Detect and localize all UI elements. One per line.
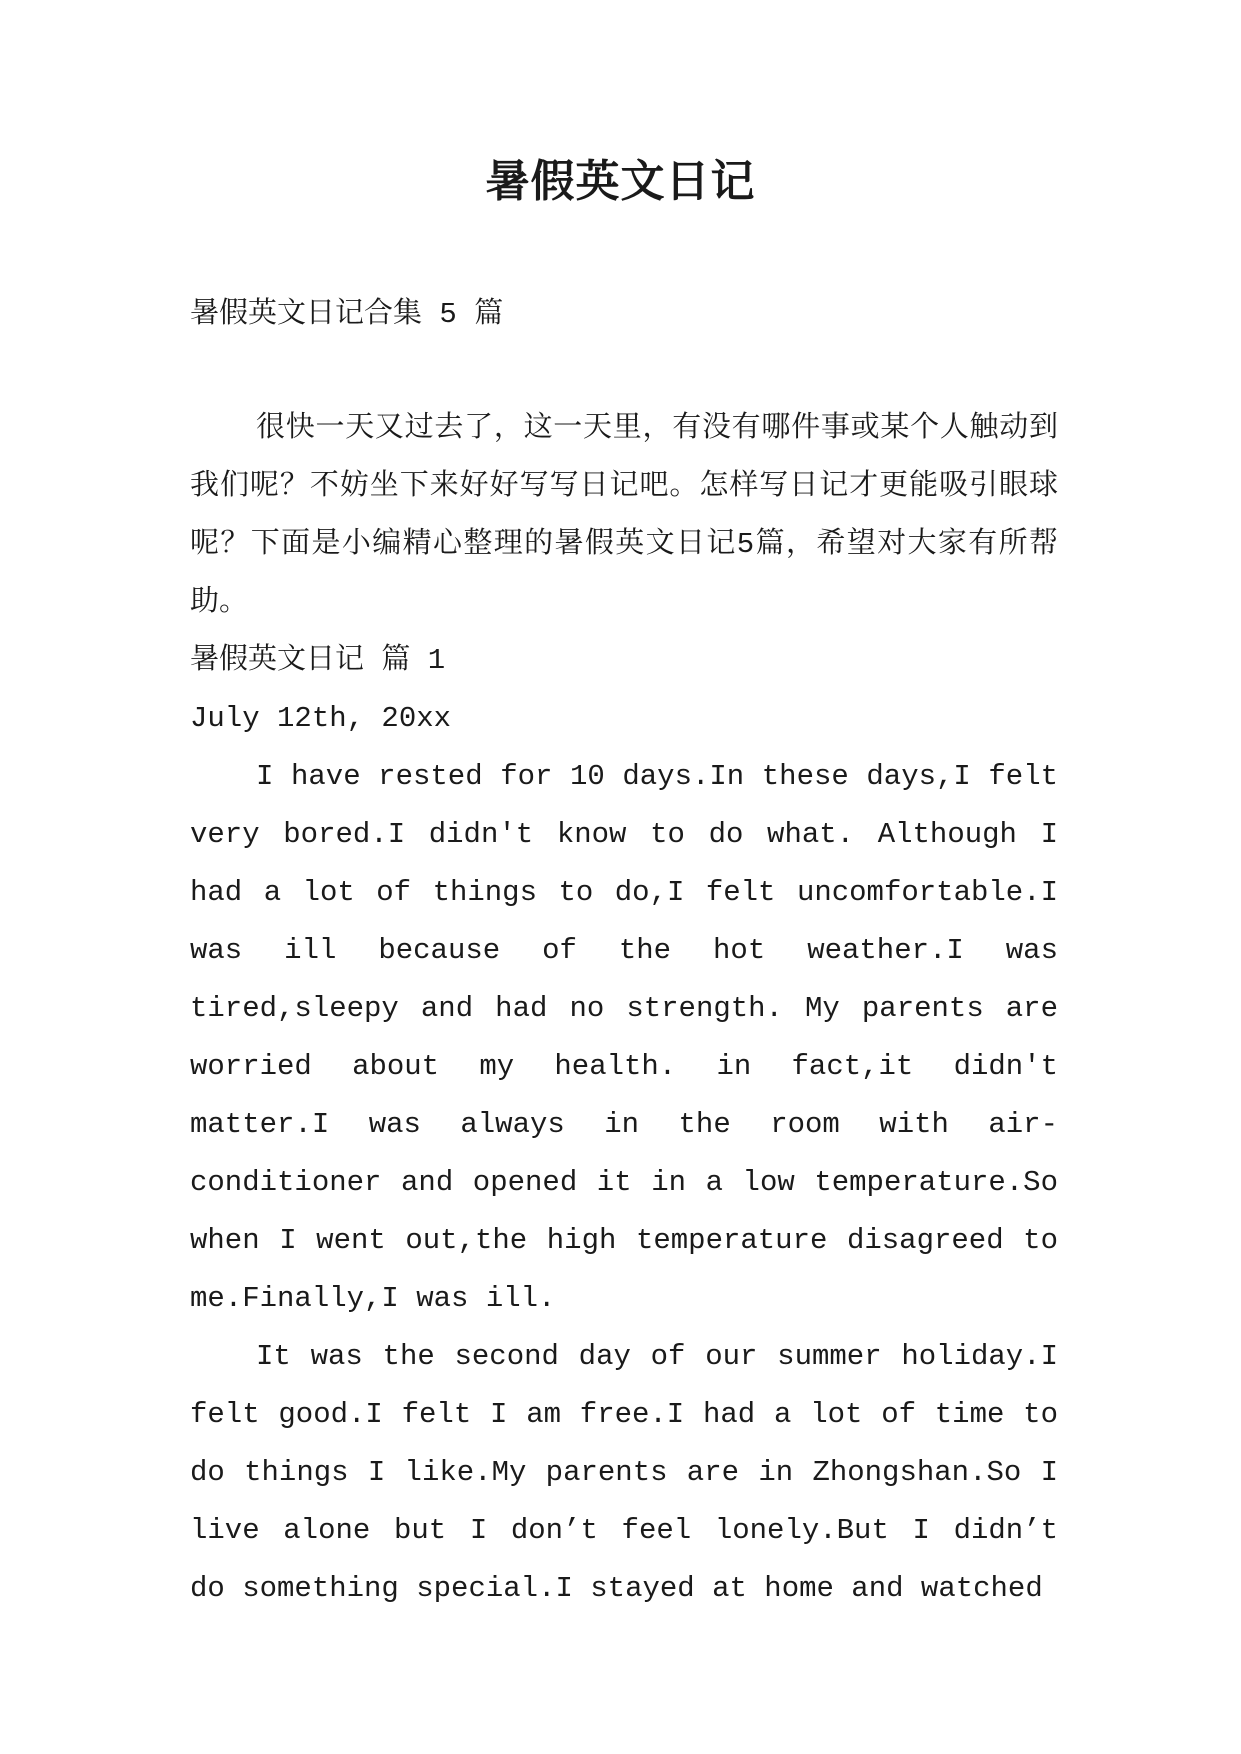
section-heading: 暑假英文日记 篇 1	[190, 644, 446, 677]
entry-paragraph: I have rested for 10 days.In these days,I felt very bored.I didn't know to do what. Although I had a lot of things to do,I felt uncomfortable.I was ill because of the hot weather.I was tired,sleepy and had no strength. My parents are worried about my health. in fact,it didn't matter.I was always in the room with air-conditioner and opened it in a low temperature.So when I went out,the high temperature disagreed to me.Finally,I was ill.	[190, 760, 1058, 1315]
document-body	[190, 400, 1058, 1618]
page-title: 暑假英文日记	[485, 156, 756, 207]
entry-paragraph: It was the second day of our summer holiday.I felt good.I felt I am free.I had a lot of time to do things I like.My parents are in Zhongshan.So I live alone but I don’t feel lonely.But I didn’t do something special.I stayed at home and watched	[190, 1340, 1058, 1605]
entry-date: July 12th, 20xx	[190, 702, 452, 735]
document-subtitle: 暑假英文日记合集 5 篇	[190, 298, 504, 331]
intro-paragraph: 很快一天又过去了，这一天里，有没有哪件事或某个人触动到我们呢？不妨坐下来好好写写日记吧。怎样写日记才更能吸引眼球呢？下面是小编精心整理的暑假英文日记5篇，希望对大家有所帮助。	[190, 412, 1058, 619]
